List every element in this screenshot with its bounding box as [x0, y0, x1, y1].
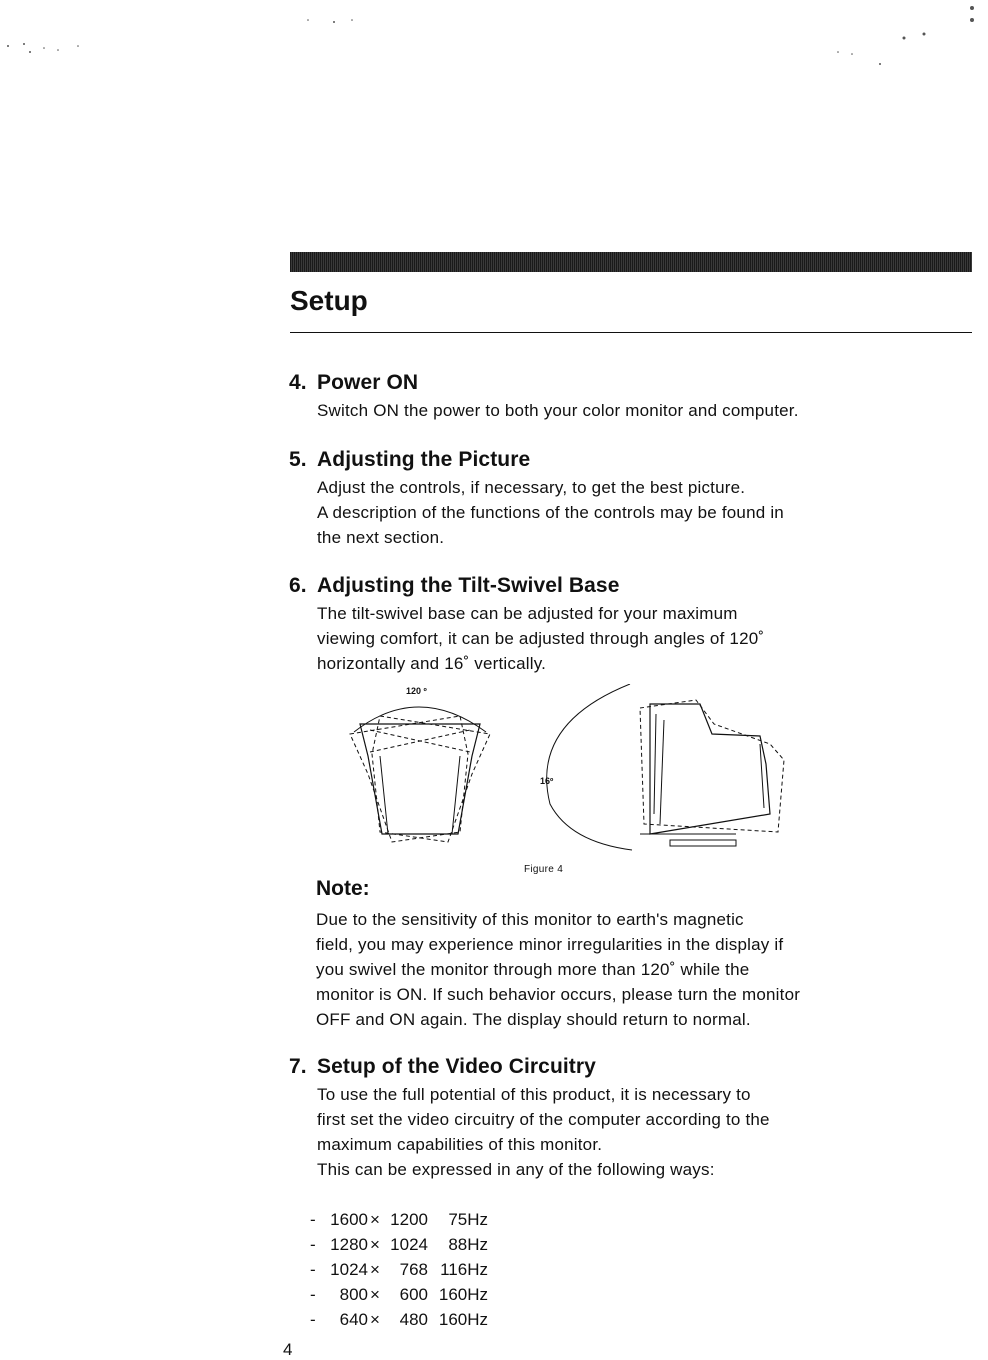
body-line: Adjust the controls, if necessary, to get the best picture. — [317, 478, 746, 497]
res-height: 1200 — [390, 1210, 428, 1229]
resolution-row: - 800 × 600 160Hz — [310, 1282, 488, 1307]
resolution-row: - 1280 × 1024 88Hz — [310, 1232, 488, 1257]
res-height: 1024 — [390, 1235, 428, 1254]
body-line: first set the video circuitry of the computer according to the — [317, 1110, 770, 1129]
res-rate: 88Hz — [448, 1235, 488, 1254]
monitor-tilt-outline — [640, 700, 784, 832]
body-line: A description of the functions of the controls may be found in — [317, 503, 784, 522]
section-title: Power ON — [317, 371, 419, 394]
res-rate: 160Hz — [438, 1310, 488, 1329]
note-line: OFF and ON again. The display should return to normal. — [316, 1010, 751, 1029]
monitor-side-outline — [650, 704, 770, 834]
section-heading — [289, 1054, 929, 1080]
res-width: 800 — [339, 1285, 368, 1304]
section-body — [317, 1082, 929, 1182]
page-title: Setup — [290, 285, 368, 316]
res-height: 600 — [399, 1285, 428, 1304]
section-heading — [289, 447, 929, 473]
section-body — [317, 398, 929, 423]
resolution-row: - 1024 × 768 116Hz — [310, 1257, 488, 1282]
note-line: monitor is ON. If such behavior occurs, please turn the monitor — [316, 985, 801, 1004]
body-line: horizontally and 16˚ vertically. — [317, 654, 547, 673]
swivel-arc — [354, 707, 486, 732]
section-number: 5. — [289, 448, 307, 471]
res-rate: 116Hz — [440, 1260, 488, 1279]
body-line: To use the full potential of this product, it is necessary to — [317, 1085, 751, 1104]
section-number: 7. — [289, 1055, 307, 1078]
section-heading — [289, 370, 929, 396]
tilt-swivel-illustration — [340, 684, 800, 864]
resolution-row: - 1600 × 1200 75Hz — [310, 1207, 488, 1232]
tilt-angle-label: 16º — [540, 776, 554, 786]
title-rule — [290, 332, 972, 333]
scan-specks — [0, 0, 988, 120]
res-width: 640 — [339, 1310, 368, 1329]
section-title: Adjusting the Tilt-Swivel Base — [317, 574, 620, 597]
note-line: field, you may experience minor irregularities in the display if — [316, 935, 784, 954]
section-tilt-swivel — [289, 573, 929, 676]
body-line: maximum capabilities of this monitor. — [317, 1135, 603, 1154]
res-height: 480 — [399, 1310, 428, 1329]
swivel-angle-label: 120 º — [406, 686, 427, 696]
section-video-circuitry — [289, 1054, 929, 1182]
section-title: Setup of the Video Circuitry — [317, 1055, 596, 1078]
header-bar — [290, 252, 972, 272]
section-body — [317, 475, 929, 550]
res-width: 1024 — [330, 1260, 368, 1279]
note-title: Note: — [316, 877, 370, 900]
section-power-on — [289, 370, 929, 423]
monitor-swivel-left — [350, 716, 468, 842]
section-adjusting-picture — [289, 447, 929, 550]
figure-tilt-swivel — [340, 684, 800, 864]
monitor-swivel-right — [372, 716, 490, 842]
body-line: Switch ON the power to both your color monitor and computer. — [317, 401, 799, 420]
section-body — [317, 601, 929, 676]
resolution-row: - 640 × 480 160Hz — [310, 1307, 488, 1332]
res-rate: 160Hz — [438, 1285, 488, 1304]
monitor-base — [670, 840, 736, 846]
page-number: 4 — [283, 1340, 293, 1359]
resolution-list — [310, 1207, 488, 1332]
section-number: 4. — [289, 371, 307, 394]
tilt-arc — [547, 684, 632, 850]
note-line: you swivel the monitor through more than 120˚ while the — [316, 960, 750, 979]
res-height: 768 — [399, 1260, 428, 1279]
res-width: 1600 — [330, 1210, 368, 1229]
note-body — [316, 907, 916, 1032]
note-line: Due to the sensitivity of this monitor to earth's magnetic — [316, 910, 744, 929]
body-line: The tilt-swivel base can be adjusted for your maximum — [317, 604, 738, 623]
figure-caption: Figure 4 — [524, 864, 564, 875]
res-width: 1280 — [330, 1235, 368, 1254]
section-number: 6. — [289, 574, 307, 597]
section-heading — [289, 573, 929, 599]
section-title: Adjusting the Picture — [317, 448, 531, 471]
body-line: the next section. — [317, 528, 445, 547]
res-rate: 75Hz — [448, 1210, 488, 1229]
body-line: viewing comfort, it can be adjusted through angles of 120˚ — [317, 629, 765, 648]
body-line: This can be expressed in any of the following ways: — [317, 1160, 715, 1179]
